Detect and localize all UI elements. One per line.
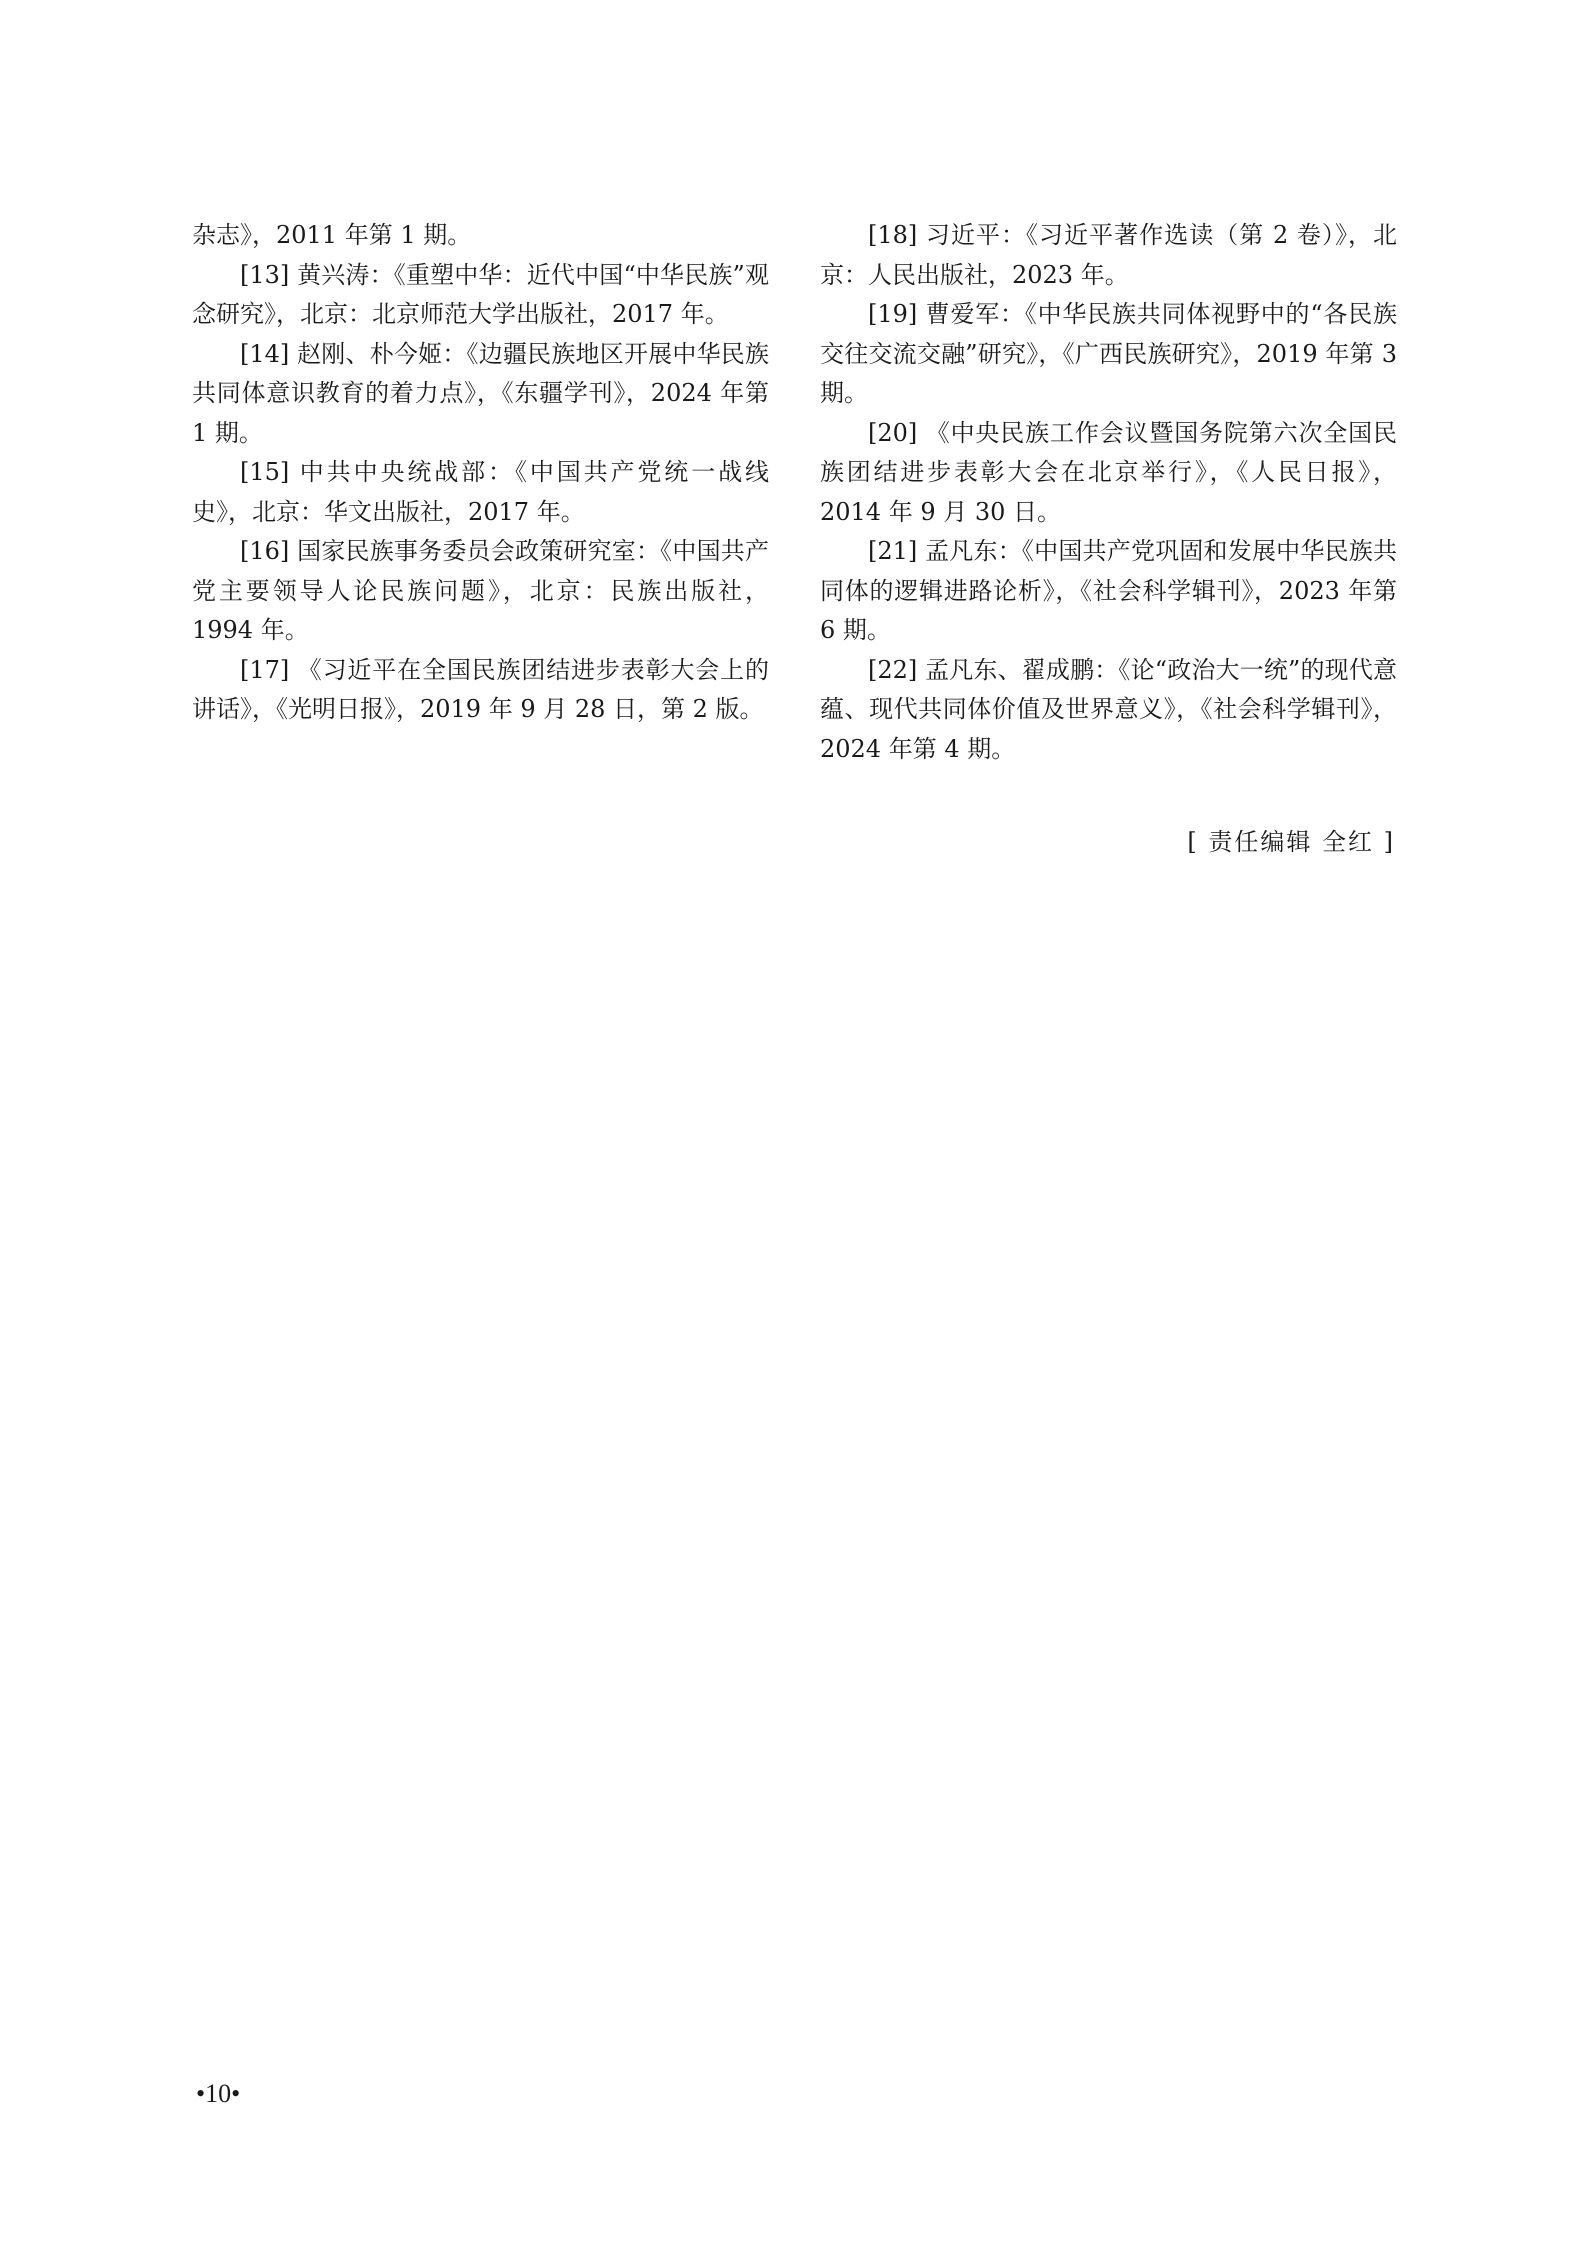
reference-22: [22] 孟凡东、翟成鹏：《论“政治大一统”的现代意蕴、现代共同体价值及世界意义》，《社会科学辑刊》，2024 年第 4 期。 [820,655,1397,763]
reference-20: [20] 《中央民族工作会议暨国务院第六次全国民族团结进步表彰大会在北京举行》，《人民日报》，2014 年 9 月 30 日。 [820,418,1397,526]
reference-16: [16] 国家民族事务委员会政策研究室：《中国共产党主要领导人论民族问题》，北京：民族出版社，1994 年。 [192,537,769,644]
reference-21: [21] 孟凡东：《中国共产党巩固和发展中华民族共同体的逻辑进路论析》，《社会科学辑刊》，2023 年第 6 期。 [820,537,1397,644]
reference-14: [14] 赵刚、朴今姬：《边疆民族地区开展中华民族共同体意识教育的着力点》，《东疆学刊》，2024 年第 1 期。 [192,339,769,447]
responsible-editor-note: [ 责任编辑 全红 ] [1187,828,1395,856]
page-number: •10• [196,2079,241,2108]
references-right-column [820,216,1397,769]
reference-19: [19] 曹爱军：《中华民族共同体视野中的“各民族交往交流交融”研究》，《广西民族研究》，2019 年第 3 期。 [820,300,1397,407]
reference-continuation: 杂志》，2011 年第 1 期。 [192,221,472,249]
reference-18: [18] 习近平：《习近平著作选读（第 2 卷）》，北京：人民出版社，2023 年。 [820,221,1397,289]
reference-17: [17] 《习近平在全国民族团结进步表彰大会上的讲话》，《光明日报》，2019 年 9 月 28 日，第 2 版。 [192,655,769,723]
references-left-column [192,216,769,730]
reference-15: [15] 中共中央统战部：《中国共产党统一战线史》，北京：华文出版社，2017 年。 [192,458,769,526]
reference-13: [13] 黄兴涛：《重塑中华：近代中国“中华民族”观念研究》，北京：北京师范大学出版社，2017 年。 [192,260,769,328]
